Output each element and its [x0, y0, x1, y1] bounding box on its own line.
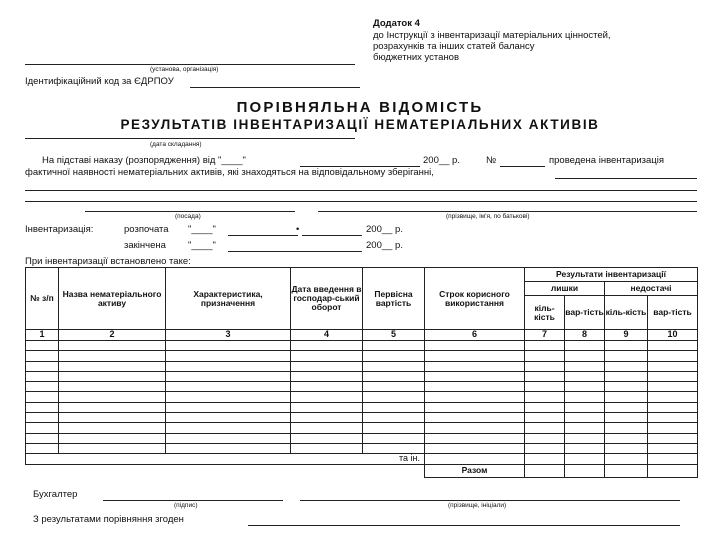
- table-cell: [565, 402, 605, 412]
- position-caption: (посада): [175, 213, 201, 220]
- column-number: 1: [26, 330, 59, 341]
- header-surplus-cost: вар-тість: [565, 296, 605, 330]
- header-surplus: лишки: [525, 282, 605, 296]
- table-cell: [648, 351, 698, 361]
- inventory-start-quote: "____": [188, 224, 216, 235]
- order-number-line: [500, 166, 545, 167]
- table-cell: [291, 443, 363, 453]
- table-cell: [26, 361, 59, 371]
- basis-year: 200__ р.: [423, 155, 460, 166]
- table-cell: [291, 392, 363, 402]
- table-cell: [565, 443, 605, 453]
- agreement-line: [248, 525, 680, 526]
- table-cell: [605, 392, 648, 402]
- table-cell: [525, 402, 565, 412]
- inventory-end-label: закінчена: [124, 240, 166, 251]
- table-cell: [26, 433, 59, 443]
- table-cell: [565, 392, 605, 402]
- column-number: 8: [565, 330, 605, 341]
- table-cell: [166, 443, 291, 453]
- table-cell: [525, 433, 565, 443]
- table-cell: [525, 443, 565, 453]
- table-cell: [525, 341, 565, 351]
- header-useful-life: Строк корисного використання: [425, 268, 525, 330]
- table-cell: [648, 361, 698, 371]
- table-cell: [648, 423, 698, 433]
- inventory-table: [25, 267, 698, 478]
- column-number: 10: [648, 330, 698, 341]
- table-cell: [565, 413, 605, 423]
- appendix-line: до Інструкції з інвентаризації матеріальних цінностей,: [373, 30, 611, 41]
- table-cell: [648, 433, 698, 443]
- table-cell: [291, 351, 363, 361]
- table-cell: [425, 413, 525, 423]
- table-cell: [26, 402, 59, 412]
- table-cell: [363, 423, 425, 433]
- inventory-start-year: 200__ р.: [366, 224, 403, 235]
- table-cell: [605, 382, 648, 392]
- header-results: Результати інвентаризації: [525, 268, 698, 282]
- table-cell: [565, 423, 605, 433]
- appendix-title: Додаток 4: [373, 18, 420, 29]
- table-cell: [605, 371, 648, 381]
- inventory-end-line: [228, 251, 362, 252]
- column-number: 2: [59, 330, 166, 341]
- table-cell: [363, 341, 425, 351]
- table-cell: [291, 433, 363, 443]
- table-cell: [363, 433, 425, 443]
- table-cell: [425, 443, 525, 453]
- table-cell: [59, 433, 166, 443]
- table-row: [26, 433, 698, 443]
- table-cell: [525, 371, 565, 381]
- table-cell: [525, 382, 565, 392]
- column-number: 4: [291, 330, 363, 341]
- table-cell: [26, 371, 59, 381]
- column-number: 7: [525, 330, 565, 341]
- table-cell: [166, 402, 291, 412]
- table-cell: [425, 423, 525, 433]
- table-row: [26, 351, 698, 361]
- etc-label: та ін.: [26, 454, 425, 464]
- table-cell: [425, 402, 525, 412]
- table-cell: [605, 413, 648, 423]
- table-cell: [363, 443, 425, 453]
- table-cell: [363, 351, 425, 361]
- table-cell: [59, 382, 166, 392]
- table-cell: [59, 413, 166, 423]
- table-cell: [166, 382, 291, 392]
- table-cell: [291, 402, 363, 412]
- table-cell: [26, 423, 59, 433]
- header-shortage-qty: кіль-кість: [605, 296, 648, 330]
- table-cell: [291, 361, 363, 371]
- header-name: Назва нематеріального активу: [59, 268, 166, 330]
- name-caption: (прізвище, ім'я, по батькові): [446, 213, 530, 220]
- table-cell: [59, 423, 166, 433]
- table-cell: [605, 433, 648, 443]
- table-cell: [166, 351, 291, 361]
- table-cell: [525, 423, 565, 433]
- table-cell: [166, 392, 291, 402]
- table-cell: [648, 371, 698, 381]
- table-cell: [648, 402, 698, 412]
- table-cell: [363, 392, 425, 402]
- table-cell: [648, 443, 698, 453]
- basis-text: проведена інвентаризація: [549, 155, 665, 166]
- table-cell: [291, 371, 363, 381]
- table-cell: [59, 392, 166, 402]
- appendix-line: розрахунків та інших статей балансу: [373, 41, 535, 52]
- table-cell: [565, 341, 605, 351]
- table-cell: [425, 382, 525, 392]
- column-number: 6: [425, 330, 525, 341]
- table-cell: [363, 371, 425, 381]
- header-initial-cost: Первісна вартість: [363, 268, 425, 330]
- date-caption: (дата складання): [150, 141, 202, 148]
- inventory-start-month-line: [228, 235, 298, 236]
- header-date: Дата введення в господар-ський оборот: [291, 268, 363, 330]
- table-cell: [648, 392, 698, 402]
- table-row: [26, 443, 698, 453]
- table-cell: [59, 351, 166, 361]
- table-cell: [166, 423, 291, 433]
- table-cell: [605, 341, 648, 351]
- established-text: При інвентаризації встановлено таке:: [25, 256, 191, 267]
- institution-caption: (установа, організація): [150, 66, 219, 73]
- table-cell: [525, 413, 565, 423]
- table-cell: [425, 361, 525, 371]
- table-cell: [166, 361, 291, 371]
- table-cell: [363, 413, 425, 423]
- table-cell: [26, 392, 59, 402]
- table-row: [26, 371, 698, 381]
- table-cell: [565, 361, 605, 371]
- basis-text: На підставі наказу (розпорядження) від "____": [42, 155, 246, 166]
- table-cell: [648, 413, 698, 423]
- table-cell: [59, 371, 166, 381]
- table-cell: [26, 413, 59, 423]
- table-cell: [26, 351, 59, 361]
- table-cell: [425, 341, 525, 351]
- table-cell: [425, 351, 525, 361]
- table-cell: [565, 371, 605, 381]
- inventory-start-line: [302, 235, 362, 236]
- table-cell: [166, 413, 291, 423]
- date-line: [25, 138, 355, 139]
- table-row: [26, 361, 698, 371]
- table-cell: [363, 382, 425, 392]
- table-cell: [59, 341, 166, 351]
- table-cell: [525, 351, 565, 361]
- document-subtitle: РЕЗУЛЬТАТІВ ІНВЕНТАРИЗАЦІЇ НЕМАТЕРІАЛЬНИХ АКТИВІВ: [120, 117, 600, 132]
- table-row: [26, 402, 698, 412]
- header-characteristics: Характеристика, призначення: [166, 268, 291, 330]
- table-cell: [605, 402, 648, 412]
- table-cell: [291, 382, 363, 392]
- table-cell: [166, 341, 291, 351]
- table-cell: [605, 351, 648, 361]
- inventory-end-year: 200__ р.: [366, 240, 403, 251]
- table-row: [26, 392, 698, 402]
- header-shortage-cost: вар-тість: [648, 296, 698, 330]
- table-cell: [605, 361, 648, 371]
- accountant-name-line: [300, 500, 680, 501]
- table-cell: [26, 382, 59, 392]
- header-surplus-qty: кіль-кість: [525, 296, 565, 330]
- table-cell: [26, 341, 59, 351]
- column-number: 9: [605, 330, 648, 341]
- responsible-line: [25, 190, 697, 191]
- table-cell: [59, 361, 166, 371]
- table-cell: [605, 423, 648, 433]
- table-cell: [565, 351, 605, 361]
- edrpou-line: [190, 87, 360, 88]
- table-cell: [605, 443, 648, 453]
- agreement-label: З результатами порівняння згоден: [33, 514, 184, 525]
- institution-line: [25, 64, 355, 65]
- table-cell: [565, 382, 605, 392]
- header-shortage: недостачі: [605, 282, 698, 296]
- table-cell: [363, 361, 425, 371]
- table-cell: [59, 402, 166, 412]
- edrpou-label: Ідентифікаційний код за ЄДРПОУ: [25, 76, 174, 87]
- column-number: 5: [363, 330, 425, 341]
- table-cell: [291, 423, 363, 433]
- accountant-label: Бухгалтер: [33, 489, 78, 500]
- table-cell: [26, 443, 59, 453]
- appendix-line: бюджетних установ: [373, 52, 460, 63]
- basis-text: фактичної наявності нематеріальних активів, які знаходяться на відповідальному зберіганні,: [25, 167, 434, 178]
- header-num: № з/п: [26, 268, 59, 330]
- total-label: Разом: [425, 464, 525, 477]
- accountant-signature-line: [103, 500, 283, 501]
- document-title: ПОРІВНЯЛЬНА ВІДОМІСТЬ: [236, 99, 484, 116]
- table-cell: [648, 341, 698, 351]
- table-row: [26, 341, 698, 351]
- position-line: [85, 211, 295, 212]
- responsible-line: [555, 178, 697, 179]
- table-cell: [425, 371, 525, 381]
- signature-caption: (підпис): [174, 502, 198, 509]
- name-line: [318, 211, 697, 212]
- table-cell: [525, 392, 565, 402]
- table-cell: [166, 433, 291, 443]
- table-cell: [425, 433, 525, 443]
- inventory-start-label: розпочата: [124, 224, 169, 235]
- table-cell: [291, 413, 363, 423]
- inventory-label: Інвентаризація:: [25, 224, 94, 235]
- basis-number-sign: №: [486, 155, 497, 166]
- table-cell: [525, 361, 565, 371]
- inventory-end-quote: "____": [188, 240, 216, 251]
- table-cell: [166, 371, 291, 381]
- table-cell: [59, 443, 166, 453]
- table-row: [26, 413, 698, 423]
- responsible-line: [25, 201, 697, 202]
- table-cell: [565, 433, 605, 443]
- table-cell: [648, 382, 698, 392]
- column-number: 3: [166, 330, 291, 341]
- table-cell: [363, 402, 425, 412]
- table-row: [26, 382, 698, 392]
- table-cell: [425, 392, 525, 402]
- table-cell: [291, 341, 363, 351]
- table-row: [26, 423, 698, 433]
- name-initials-caption: (прізвище, ініціали): [448, 502, 507, 509]
